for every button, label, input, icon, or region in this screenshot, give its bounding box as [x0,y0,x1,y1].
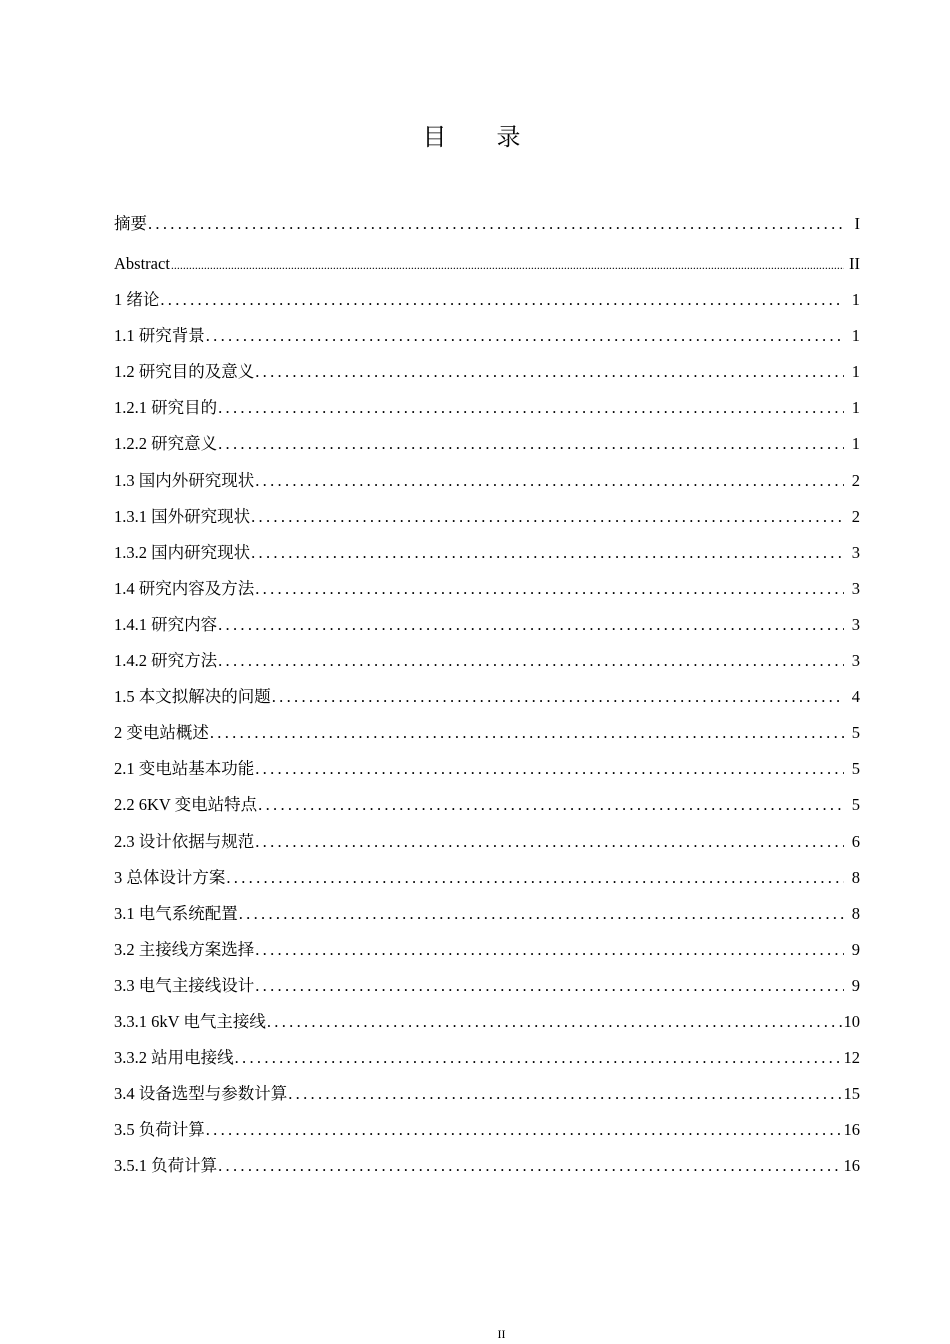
toc-entry-page: 5 [851,759,860,779]
toc-leader-dots [255,974,844,998]
toc-entry-page: 2 [851,506,860,526]
toc-entry-label: 2.3 设计依据与规范 [114,831,255,851]
toc-entry[interactable] [114,1010,860,1046]
toc-entry-page: 1 [851,398,860,418]
toc-entry-page: 8 [851,903,860,923]
page-number-footer: II [497,1327,506,1341]
toc-leader-dots [267,1010,842,1034]
toc-entry[interactable] [114,541,860,577]
toc-leader-dots [148,212,844,236]
toc-entry[interactable] [114,902,860,938]
toc-leader-dots [255,757,844,781]
toc-entry-label: 3.1 电气系统配置 [114,903,238,923]
toc-entry[interactable] [114,212,860,252]
toc-entry[interactable] [114,721,860,757]
toc-entry-label: 3.3 电气主接线设计 [114,975,255,995]
toc-entry-label: 1.2.1 研究目的 [114,398,218,418]
toc-leader-dots [239,902,844,926]
toc-entry-page: 3 [851,651,860,671]
toc-entry-page: 6 [851,831,860,851]
toc-entry-page: 12 [843,1048,860,1068]
toc-leader-dots [218,613,844,637]
toc-entry[interactable] [114,938,860,974]
toc-entry-page: 1 [851,434,860,454]
toc-entry-page: 9 [851,939,860,959]
toc-leader-dots [218,396,844,420]
toc-entry[interactable] [114,469,860,505]
toc-leader-dots [255,360,844,384]
toc-entry-label: 1.2 研究目的及意义 [114,362,255,382]
toc-entry[interactable] [114,1082,860,1118]
toc-entry[interactable] [114,1154,860,1190]
toc-entry-page: 2 [851,470,860,490]
toc-entry-page: 3 [851,578,860,598]
toc-leader-dots [160,288,844,312]
toc-leader-dots [255,830,844,854]
toc-leader-dots [255,577,844,601]
toc-entry-label: 1.3.2 国内研究现状 [114,542,251,562]
toc-entry-label: 1.3 国内外研究现状 [114,470,255,490]
toc-entry[interactable] [114,1046,860,1082]
toc-leader-dots [171,253,844,277]
toc-entry-label: 2 变电站概述 [114,723,209,743]
toc-leader-dots [218,432,844,456]
toc-entry-label: 1 绪论 [114,290,160,310]
toc-entry-page: 15 [843,1084,860,1104]
toc-entry[interactable] [114,577,860,613]
toc-entry-label: 摘要 [114,214,147,233]
toc-entry-label: 1.4 研究内容及方法 [114,578,255,598]
toc-entry-page: 5 [851,723,860,743]
toc-entry-page: 3 [851,542,860,562]
toc-entry-page: 16 [843,1156,860,1176]
toc-leader-dots [255,469,844,493]
toc-entry-page: 16 [843,1120,860,1140]
toc-entry-label: 3.2 主接线方案选择 [114,939,255,959]
toc-entry[interactable] [114,360,860,396]
toc-entry-label: 1.5 本文拟解决的问题 [114,687,271,707]
toc-entry-label: 1.1 研究背景 [114,326,205,346]
toc-leader-dots [255,938,844,962]
toc-entry-label: Abstract [114,254,170,273]
toc-entry[interactable] [114,649,860,685]
toc-entry[interactable] [114,1118,860,1154]
toc-entry-label: 1.3.1 国外研究现状 [114,506,251,526]
toc-entry-page: 1 [851,326,860,346]
toc-entry-page: II [849,254,860,273]
toc-entry[interactable] [114,757,860,793]
toc-entry-label: 1.2.2 研究意义 [114,434,218,454]
toc-leader-dots [288,1082,841,1106]
toc-entry[interactable] [114,830,860,866]
toc-entry-page: I [854,214,860,233]
toc-leader-dots [206,1118,842,1142]
toc-leader-dots [258,793,844,817]
toc-entry-page: 8 [851,867,860,887]
toc-leader-dots [206,324,844,348]
toc-leader-dots [235,1046,842,1070]
toc-entry-label: 3.3.1 6kV 电气主接线 [114,1011,266,1031]
toc-leader-dots [218,1154,841,1178]
toc-entry-label: 2.1 变电站基本功能 [114,759,255,779]
toc-entry-page: 4 [851,687,860,707]
toc-entry[interactable] [114,505,860,541]
toc-entry-page: 5 [851,795,860,815]
toc-entry-label: 2.2 6KV 变电站特点 [114,795,258,815]
toc-leader-dots [210,721,844,745]
toc-entry[interactable] [114,613,860,649]
toc-leader-dots [251,505,844,529]
toc-leader-dots [272,685,844,709]
toc-entry[interactable] [114,288,860,324]
toc-entry-page: 3 [851,614,860,634]
toc-entry-page: 10 [843,1011,860,1031]
toc-entry[interactable] [114,432,860,468]
toc-entry[interactable] [114,974,860,1010]
toc-entry-label: 3.5.1 负荷计算 [114,1156,218,1176]
toc-entry[interactable] [114,252,860,288]
page-title: 目 录 [422,125,543,151]
toc-entry-label: 3.4 设备选型与参数计算 [114,1084,288,1104]
toc-entry-label: 1.4.1 研究内容 [114,614,218,634]
toc-entry[interactable] [114,685,860,721]
toc-leader-dots [226,866,844,890]
toc-entry-label: 3.3.2 站用电接线 [114,1048,234,1068]
toc-entry-page: 1 [851,290,860,310]
toc-entry[interactable] [114,324,860,360]
toc-leader-dots [218,649,844,673]
toc-entry[interactable] [114,866,860,902]
table-of-contents [114,212,860,1190]
toc-leader-dots [251,541,844,565]
toc-entry-label: 3.5 负荷计算 [114,1120,205,1140]
toc-entry-label: 3 总体设计方案 [114,867,226,887]
toc-entry-page: 1 [851,362,860,382]
toc-entry-label: 1.4.2 研究方法 [114,651,218,671]
toc-entry[interactable] [114,793,860,829]
toc-entry-page: 9 [851,975,860,995]
toc-entry[interactable] [114,396,860,432]
